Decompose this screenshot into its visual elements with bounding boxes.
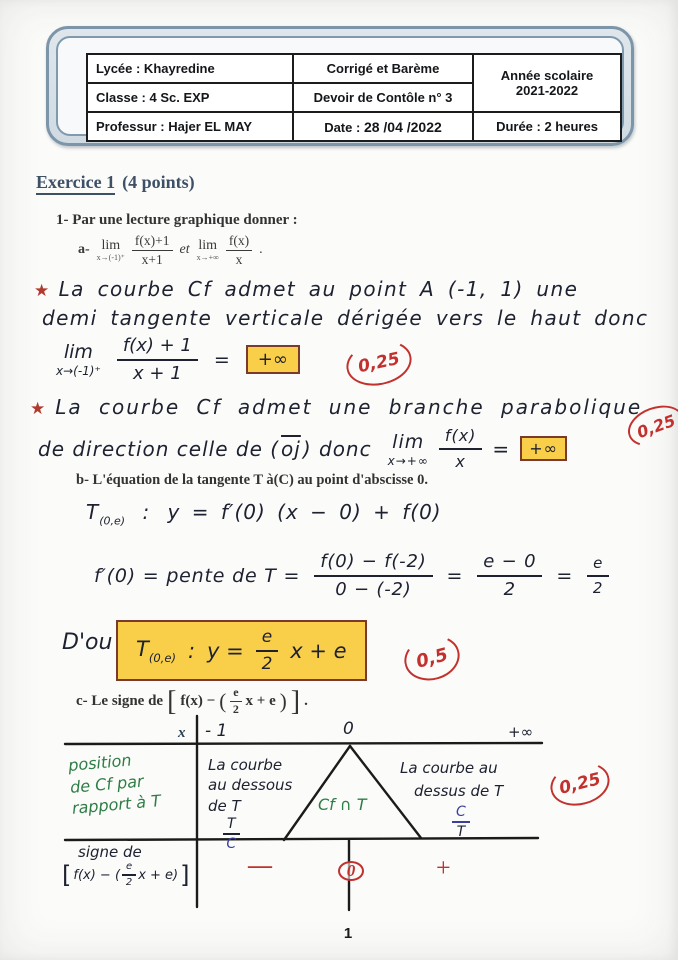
table-score-circle: 0,25 xyxy=(546,756,614,811)
header-cell-annee xyxy=(473,54,621,112)
sign-close-bracket: ] xyxy=(180,861,190,889)
hw-dou: D'ou xyxy=(62,630,113,655)
hw2-frac-den: x xyxy=(455,451,466,471)
hw1-result-box: +∞ xyxy=(246,345,300,374)
hw-t-sub: (0,e) xyxy=(99,514,126,528)
sign-rest: x + e) xyxy=(138,867,179,883)
hw-d-frac-num: e xyxy=(256,628,278,652)
sign-f-part: f(x) − ( xyxy=(73,867,121,883)
row1-header-l2: de Cf par xyxy=(69,771,145,797)
header-cell-date xyxy=(293,112,473,141)
hw-f-frac2-num: e − 0 xyxy=(477,552,542,577)
qc-open-paren: ( xyxy=(219,688,227,713)
qa-frac1 xyxy=(132,233,173,267)
hw2-lim-sub: x→+∞ xyxy=(387,453,429,468)
hw2-line1-text: La courbe Cf admet une branche parabolique xyxy=(55,395,643,419)
table-tick-plusinf: +∞ xyxy=(508,723,534,741)
table-cell-intersection: Cf ∩ T xyxy=(318,795,367,814)
sign-minus: — xyxy=(248,853,272,879)
hw-t-body: y = f′(0) (x − 0) + f(0) xyxy=(167,500,442,524)
cell-above-l2: dessus de T xyxy=(414,781,504,800)
below-frac-den: C xyxy=(226,836,237,852)
question-1a-math xyxy=(78,233,263,267)
hw2-line1 xyxy=(30,395,642,419)
qa-lim2 xyxy=(197,239,219,262)
cell-above-l1: La courbe au xyxy=(400,759,498,777)
header-frame xyxy=(46,26,634,146)
header-cell-corrige: Corrigé et Barème xyxy=(293,54,473,83)
header-cell-lycee: Lycée : Khayredine xyxy=(87,54,293,83)
header-frame-inner xyxy=(56,36,624,136)
below-frac-num: T xyxy=(223,817,240,835)
date-label: Date : xyxy=(324,119,361,135)
header-cell-duree: Durée : 2 heures xyxy=(473,112,621,141)
hw-f-frac3-num: e xyxy=(587,555,609,577)
hw1-score-circle: 0,25 xyxy=(342,335,416,392)
cell-below-l2: au dessous xyxy=(208,776,293,795)
hw-d-frac-den: 2 xyxy=(261,653,273,674)
hw-tangent-eq xyxy=(86,500,442,528)
hw1-lim xyxy=(56,340,101,378)
hw-d-score-circle: 0,5 xyxy=(399,630,464,687)
hw1-lim-sub: x→(-1)⁺ xyxy=(56,363,101,378)
hw1-frac-num: f(x) + 1 xyxy=(117,336,198,361)
hw-d-frac xyxy=(256,628,278,673)
exercise-title-text: Exercice 1 xyxy=(36,172,115,195)
hw2-lim xyxy=(388,431,429,467)
hw2-vec-oj: $\overline{oj}$ xyxy=(281,436,301,461)
hw2-frac-num: f(x) xyxy=(439,427,483,450)
header-table xyxy=(86,53,622,142)
qa-frac1-den: x+1 xyxy=(141,251,163,267)
header-cell-devoir: Devoir de Contôle n° 3 xyxy=(293,83,473,112)
hw2-line2 xyxy=(38,427,567,470)
hw-d-name-t: T xyxy=(136,636,149,661)
hw-d-y: y = xyxy=(207,638,244,663)
qc-frac xyxy=(230,686,241,717)
hw-f-eq2: = xyxy=(556,564,574,587)
table-row1-header xyxy=(67,747,161,819)
header-row-3 xyxy=(87,112,621,141)
question-1b: b- L'équation de la tangente T à(C) au point d'abscisse 0. xyxy=(76,472,428,488)
hw2-score-circle: 0,25 xyxy=(622,398,678,454)
sign-open-bracket: [ xyxy=(62,861,72,889)
qa-frac2-den: x xyxy=(235,251,243,267)
cell-below-frac xyxy=(223,817,240,851)
sign-table xyxy=(60,713,660,938)
table-x-label: x xyxy=(178,725,186,741)
cell-above-frac xyxy=(452,805,470,839)
hw-final-eq-box xyxy=(116,620,367,681)
sign-frac-den: 2 xyxy=(125,877,133,888)
hw2-frac xyxy=(439,427,483,470)
qa-frac2 xyxy=(226,233,252,267)
annee-line1: Année scolaire xyxy=(500,68,594,83)
qa-lim1-sub: x→(-1)⁺ xyxy=(96,252,125,262)
hw2-line2-b: ) donc xyxy=(302,436,372,461)
sign-frac xyxy=(122,862,136,888)
date-value: 28 /04 /2022 xyxy=(363,118,442,135)
above-frac-num: C xyxy=(452,805,470,823)
qa-lim1-op: lim xyxy=(101,237,121,253)
hw2-line2-a: de direction celle de ( xyxy=(38,436,280,461)
qc-frac-num: e xyxy=(230,686,241,702)
qc-pre: c- Le signe de xyxy=(76,692,164,709)
qc-open-bracket: [ xyxy=(167,685,177,717)
hw-slope-line xyxy=(94,552,609,600)
hw1-frac-den: x + 1 xyxy=(133,362,182,384)
qc-close-paren: ) xyxy=(279,688,287,713)
hw1-frac xyxy=(117,336,198,384)
red-star-icon: ★ xyxy=(34,281,51,301)
annee-line2: 2021-2022 xyxy=(515,83,579,98)
hw-f-frac3-den: 2 xyxy=(592,578,604,597)
table-cell-below xyxy=(208,755,292,816)
qa-lim1 xyxy=(97,239,125,262)
row1-header-l3: rapport à T xyxy=(71,791,162,818)
sign-frac-num: e xyxy=(122,862,136,876)
header-row-1 xyxy=(87,54,621,83)
hw-t-name: T xyxy=(86,500,100,524)
qc-body2: x + e xyxy=(245,692,276,709)
cell-below-l3: de T xyxy=(208,796,241,815)
above-frac-den: T xyxy=(456,824,466,840)
sign-zero: 0 xyxy=(338,861,364,881)
qc-frac-den: 2 xyxy=(232,701,239,716)
hw-f-frac3 xyxy=(587,555,609,596)
cell-below-l1: La courbe xyxy=(208,756,283,774)
question-1: 1- Par une lecture graphique donner : xyxy=(56,212,298,228)
hw-f-frac1 xyxy=(314,552,432,600)
hw1-equals: = xyxy=(213,348,230,371)
qa-et: et xyxy=(179,242,190,258)
header-cell-professeur: Professur : Hajer EL MAY xyxy=(87,112,293,141)
qc-body1: f(x) − xyxy=(180,692,216,709)
sign-row-header: signe de xyxy=(78,843,142,861)
red-star-icon-2: ★ xyxy=(30,399,48,419)
hw-f-frac2 xyxy=(477,552,542,600)
exercise-title xyxy=(36,172,195,193)
table-cell-above xyxy=(400,757,503,802)
exercise-points: (4 points) xyxy=(122,172,195,192)
header-cell-classe: Classe : 4 Sc. EXP xyxy=(87,83,293,112)
hw-f-frac1-num: f(0) − f(-2) xyxy=(314,552,432,577)
table-tick-zero: 0 xyxy=(343,719,354,739)
sign-row-formula xyxy=(62,861,189,889)
row1-header-l1: position xyxy=(67,750,133,775)
question-1c xyxy=(76,686,308,717)
hw1-line1 xyxy=(34,277,578,301)
qa-lim2-op: lim xyxy=(198,237,218,253)
hw1-limit-row xyxy=(56,336,300,384)
qc-close-bracket: ] xyxy=(290,685,301,717)
qc-dot: . xyxy=(304,692,308,709)
hw1-line1-text: La courbe Cf admet au point A (-1, 1) une xyxy=(58,277,579,301)
hw-d-rest: x + e xyxy=(290,638,347,663)
qa-frac2-num: f(x) xyxy=(226,233,252,251)
qa-dot: . xyxy=(259,242,263,258)
hw2-equals: = xyxy=(492,436,511,461)
page-number: 1 xyxy=(343,925,353,942)
hw1-lim-op: lim xyxy=(63,340,93,363)
qa-frac1-num: f(x)+1 xyxy=(132,233,173,251)
hw-f-lhs: f′(0) = pente de T = xyxy=(94,564,301,587)
hw1-line2: demi tangente verticale dérigée vers le haut donc xyxy=(42,306,649,330)
hw-t-colon: : xyxy=(142,500,151,524)
hw-d-colon: : xyxy=(187,638,196,663)
hw2-result-box: +∞ xyxy=(520,436,567,461)
hw2-lim-op: lim xyxy=(392,430,425,453)
qa-lim2-sub: x→+∞ xyxy=(196,252,219,262)
qa-label: a- xyxy=(78,242,90,258)
sign-plus: + xyxy=(436,853,451,882)
hw-f-eq1: = xyxy=(446,564,464,587)
hw-d-name xyxy=(136,637,176,665)
hw-f-frac2-den: 2 xyxy=(503,578,516,600)
table-tick-minus1: - 1 xyxy=(205,721,228,741)
hw-d-name-sub: (0,e) xyxy=(148,650,176,665)
hw-f-frac1-den: 0 − (-2) xyxy=(335,578,412,600)
